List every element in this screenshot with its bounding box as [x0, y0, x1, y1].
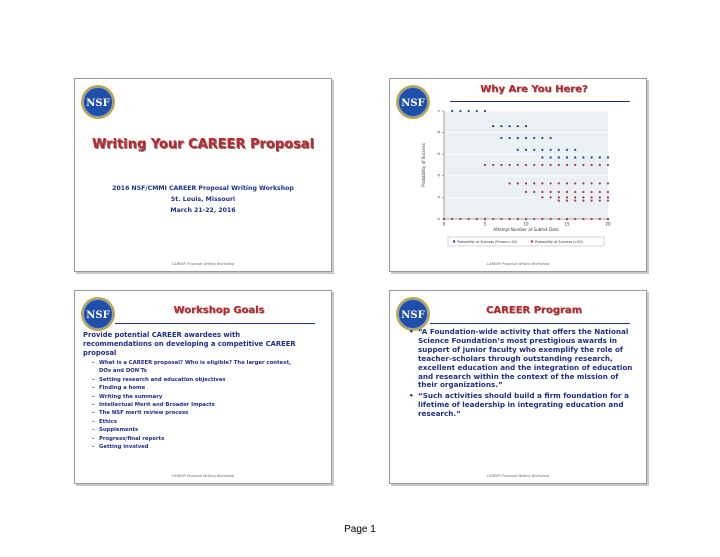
point-gt-20: [590, 182, 592, 184]
workshop-name: 2016 NSF/CMMI CAREER Proposal Writing Workshop: [112, 185, 294, 192]
legend-marker: [531, 240, 533, 242]
point-gt-20: [500, 218, 502, 220]
point-gt-20: [566, 191, 568, 193]
point-gt-20: [525, 182, 527, 184]
point-gt-20: [558, 218, 560, 220]
point-gt-20: [492, 164, 494, 166]
x-tick-label: 10: [523, 221, 529, 227]
slide-title: Workshop Goals: [173, 305, 265, 316]
point-pmax-le-20: [566, 149, 568, 151]
point-gt-20: [599, 164, 601, 166]
nsf-logo-icon: [80, 84, 116, 120]
point-gt-20: [517, 218, 519, 220]
point-gt-20: [607, 182, 609, 184]
point-pmax-le-20: [508, 125, 510, 127]
point-gt-20: [443, 218, 445, 220]
point-gt-20: [533, 164, 535, 166]
point-pmax-le-20: [574, 156, 576, 158]
legend-entry: Probability of Success (>20): [535, 239, 583, 244]
point-gt-20: [533, 182, 535, 184]
point-gt-20: [533, 218, 535, 220]
svg-text:NSF: NSF: [401, 310, 425, 321]
point-gt-20: [599, 218, 601, 220]
point-gt-20: [607, 218, 609, 220]
point-gt-20: [607, 191, 609, 193]
goals-list: [93, 359, 303, 451]
title-rule: [450, 101, 630, 102]
nsf-logo-icon: [80, 296, 116, 332]
page-number: Page 1: [344, 524, 376, 535]
point-gt-20: [566, 164, 568, 166]
point-gt-20: [508, 164, 510, 166]
point-gt-20: [590, 199, 592, 201]
point-gt-20: [590, 196, 592, 198]
point-gt-20: [508, 218, 510, 220]
slide-4: [389, 290, 647, 484]
point-pmax-le-20: [574, 149, 576, 151]
slide-title: Why Are You Here?: [480, 84, 588, 95]
goals-body: [83, 331, 303, 451]
point-gt-20: [451, 218, 453, 220]
goals-intro: Provide potential CAREER awardees with recommendations on developing a competitive CAREER proposal: [83, 331, 296, 357]
point-gt-20: [549, 182, 551, 184]
slide-title: Writing Your CAREER Proposal: [91, 137, 315, 152]
point-gt-20: [558, 182, 560, 184]
point-pmax-le-20: [500, 125, 502, 127]
point-gt-20: [607, 199, 609, 201]
point-gt-20: [549, 218, 551, 220]
point-gt-20: [566, 199, 568, 201]
point-gt-20: [574, 218, 576, 220]
point-pmax-le-20: [566, 156, 568, 158]
svg-text:NSF: NSF: [86, 310, 110, 321]
point-pmax-le-20: [582, 156, 584, 158]
slide-footer: CAREER Proposal Writing Workshop: [171, 474, 235, 478]
point-gt-20: [590, 218, 592, 220]
point-gt-20: [558, 164, 560, 166]
point-pmax-le-20: [508, 137, 510, 139]
point-pmax-le-20: [467, 110, 469, 112]
slide-footer: CAREER Proposal Writing Workshop: [486, 474, 550, 478]
career-program-body: [410, 328, 640, 421]
point-pmax-le-20: [492, 125, 494, 127]
x-axis-label: Attempt Number at Submit Date: [493, 227, 559, 232]
point-gt-20: [590, 191, 592, 193]
point-gt-20: [517, 182, 519, 184]
point-gt-20: [566, 182, 568, 184]
point-pmax-le-20: [459, 110, 461, 112]
point-gt-20: [549, 196, 551, 198]
point-gt-20: [607, 164, 609, 166]
list-item: – Setting research and education objectives: [93, 376, 303, 384]
point-pmax-le-20: [549, 149, 551, 151]
x-tick-label: 15: [564, 221, 570, 227]
point-pmax-le-20: [541, 149, 543, 151]
point-gt-20: [525, 191, 527, 193]
list-item: – Intellectual Merit and Broader Impacts: [93, 401, 303, 409]
svg-text:NSF: NSF: [86, 98, 110, 109]
point-gt-20: [541, 164, 543, 166]
legend-marker: [453, 240, 455, 242]
point-gt-20: [517, 164, 519, 166]
slide-3: [74, 290, 332, 484]
point-pmax-le-20: [451, 110, 453, 112]
list-item: – What is a CAREER proposal? Who is eligible? The larger context, DOs and DON'Ts: [93, 359, 303, 376]
point-gt-20: [476, 218, 478, 220]
point-pmax-le-20: [558, 156, 560, 158]
point-gt-20: [558, 199, 560, 201]
y-axis-label: Probability of Success: [421, 143, 426, 187]
point-gt-20: [582, 182, 584, 184]
point-pmax-le-20: [525, 149, 527, 151]
point-gt-20: [549, 191, 551, 193]
list-item: – Ethics: [93, 418, 303, 426]
point-gt-20: [574, 196, 576, 198]
point-gt-20: [599, 199, 601, 201]
point-pmax-le-20: [541, 137, 543, 139]
point-gt-20: [582, 196, 584, 198]
point-gt-20: [590, 164, 592, 166]
list-item: – Progress/final reports: [93, 435, 303, 443]
point-gt-20: [599, 191, 601, 193]
point-gt-20: [582, 199, 584, 201]
point-gt-20: [484, 164, 486, 166]
point-gt-20: [607, 196, 609, 198]
list-item: – The NSF merit review process: [93, 409, 303, 417]
point-gt-20: [525, 218, 527, 220]
point-gt-20: [582, 191, 584, 193]
point-pmax-le-20: [541, 156, 543, 158]
point-pmax-le-20: [500, 137, 502, 139]
point-gt-20: [467, 218, 469, 220]
point-gt-20: [541, 182, 543, 184]
point-pmax-le-20: [517, 125, 519, 127]
workshop-dates: March 21-22, 2016: [170, 207, 236, 214]
list-item: – Writing the summary: [93, 393, 303, 401]
point-pmax-le-20: [607, 156, 609, 158]
title-rule: [115, 323, 315, 324]
point-gt-20: [574, 199, 576, 201]
point-gt-20: [574, 191, 576, 193]
y-tick-label: 1: [437, 109, 441, 113]
point-gt-20: [599, 196, 601, 198]
y-tick-label: .8: [437, 130, 441, 135]
slide-footer: CAREER Proposal Writing Workshop: [171, 262, 235, 266]
point-pmax-le-20: [590, 156, 592, 158]
point-gt-20: [459, 218, 461, 220]
point-pmax-le-20: [549, 137, 551, 139]
point-gt-20: [492, 218, 494, 220]
success-scatter-chart: [420, 107, 616, 253]
list-item: – Getting involved: [93, 443, 303, 451]
x-tick-label: 0: [442, 221, 446, 227]
slide-2: [389, 78, 647, 272]
point-gt-20: [500, 164, 502, 166]
list-item: – Finding a home: [93, 384, 303, 392]
point-gt-20: [558, 196, 560, 198]
list-item: – Supplements: [93, 426, 303, 434]
x-tick-label: 5: [483, 221, 487, 227]
point-pmax-le-20: [476, 110, 478, 112]
point-pmax-le-20: [484, 110, 486, 112]
point-gt-20: [582, 218, 584, 220]
point-gt-20: [533, 191, 535, 193]
point-pmax-le-20: [549, 156, 551, 158]
point-pmax-le-20: [599, 156, 601, 158]
point-gt-20: [541, 218, 543, 220]
point-gt-20: [508, 182, 510, 184]
point-gt-20: [541, 191, 543, 193]
point-gt-20: [574, 164, 576, 166]
point-pmax-le-20: [525, 137, 527, 139]
slide-1: [74, 78, 332, 272]
x-tick-label: 20: [605, 221, 611, 227]
list-item: • “Such activities should build a firm foundation for a lifetime of leadership in integrating education and research.”: [410, 392, 640, 419]
y-tick-label: 0: [437, 217, 441, 221]
slide-footer: CAREER Proposal Writing Workshop: [486, 262, 550, 266]
y-tick-label: .6: [437, 152, 441, 156]
point-gt-20: [566, 218, 568, 220]
point-pmax-le-20: [517, 149, 519, 151]
point-gt-20: [558, 191, 560, 193]
y-tick-label: .4: [437, 174, 441, 178]
point-gt-20: [574, 182, 576, 184]
slide-title: CAREER Program: [485, 305, 582, 316]
point-gt-20: [525, 164, 527, 166]
svg-text:NSF: NSF: [401, 98, 425, 109]
point-gt-20: [484, 218, 486, 220]
point-pmax-le-20: [525, 125, 527, 127]
workshop-location: St. Louis, Missouri: [170, 196, 236, 203]
point-gt-20: [566, 196, 568, 198]
point-pmax-le-20: [533, 149, 535, 151]
point-gt-20: [599, 182, 601, 184]
legend-entry: Probability of Success (Pmax<=20): [457, 239, 518, 244]
point-gt-20: [549, 164, 551, 166]
point-pmax-le-20: [533, 137, 535, 139]
title-rule: [430, 323, 630, 324]
point-pmax-le-20: [558, 149, 560, 151]
point-gt-20: [541, 196, 543, 198]
point-pmax-le-20: [517, 137, 519, 139]
y-tick-label: .2: [437, 195, 441, 200]
list-item: • “A Foundation-wide activity that offers the National Science Foundation’s most prestigious awards in support of junior faculty who exemplify the role of teacher-scholars through outstanding research, excellent education and the integration of education and research within the context of the mission of their organizations.”: [410, 328, 640, 390]
point-gt-20: [582, 164, 584, 166]
